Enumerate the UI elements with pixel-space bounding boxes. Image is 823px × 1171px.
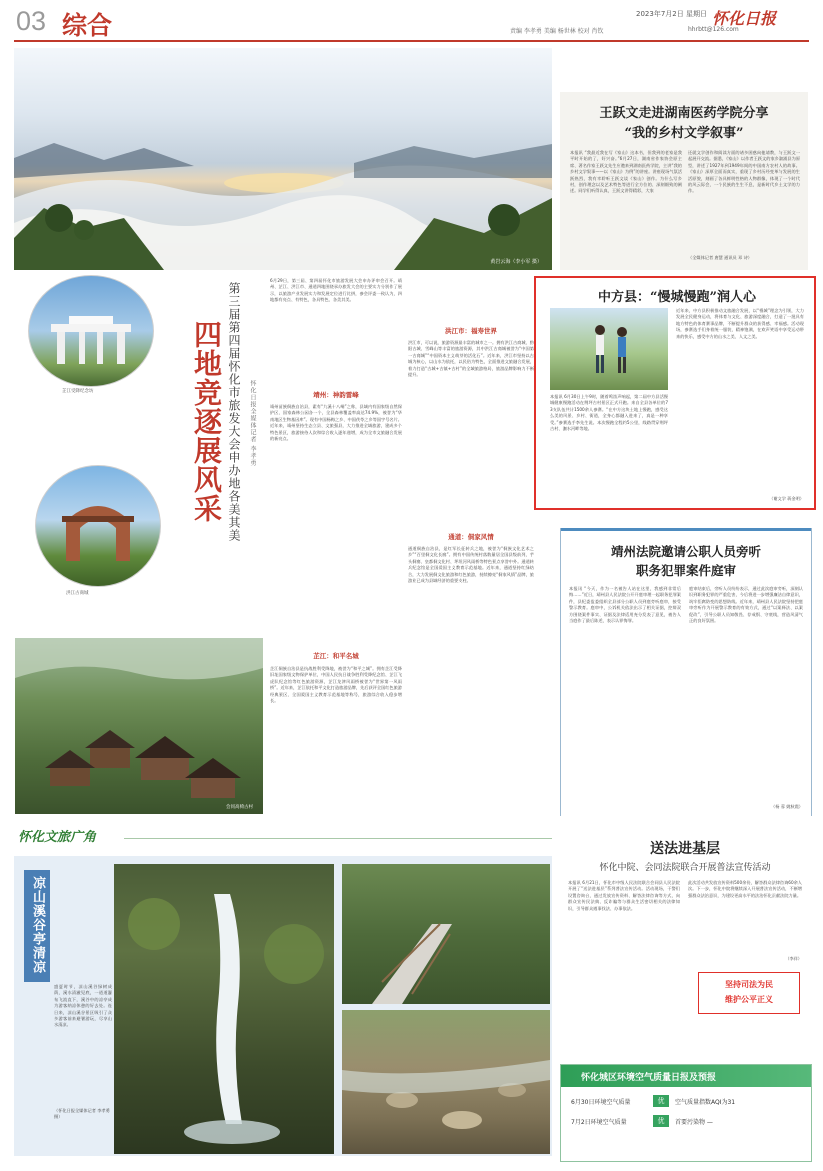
date-line: 2023年7月2日 星期日 [636,10,707,18]
photo-hongjiang [35,465,161,587]
article-subtitle: 怀化中院、会同法院联合开展普法宣传活动 [599,863,771,873]
court-top-rule [561,528,811,531]
stream-photo [342,1010,550,1154]
section-body-jingzhou: 靖州苗族侗族自治县，素有“九溪十八峒”之称，县域内有国家级自然保护区、国家森林公园各一个，全县森林覆盖率高达74.9%，被誉为“华南地区生物基因库”。现有中国杨梅之乡、中国茯苓之乡等国字号名片。近年来，靖州坚持生态立县、文旅强县，大力推进全域旅游，建成多个特色景区，旅游接待人次和综合收入逐年递增，成为全市文旅融合发展的新亮点。 [270,404,402,442]
article-byline: （杨 蓉 姚秋霞） [771,804,803,809]
feature-subheadline: 第三届第四届怀化市旅发大会申办地各美其美 [227,282,241,542]
header-rule [14,40,809,42]
masthead-logo: 怀化日报 [712,9,777,28]
article-title-line2: 职务犯罪案件庭审 [635,563,736,578]
feature-byline: 怀化日报全媒体记者 李孝勇 [249,380,256,467]
article-title: 王跃文走进湖南医药学院分享 [599,106,769,121]
article-title: 靖州法院邀请公职人员旁听 [610,544,761,559]
article-body-col1: 本报讯 “今天，作为一名被告人站在这里，我感到非常后悔……”近日，靖州县人民法院公开开庭审理一起职务犯罪案件，县纪委监委组织全县部分公职人员到庭旁听庭审，接受警示教育。庭审中，公诉机关依法出示了相关证据，控辩双方围绕案件事实、证据及法律适用充分发表了意见，被告人当庭作了最后陈述，表示认罪悔罪。 [569,586,681,624]
article-title: 中方县：“慢城慢跑”润人心 [598,290,756,305]
section-body-zhijiang: 芷江侗族自治县是抗战胜利受降地，被誉为“和平之城”。拥有芷江受降旧址国家级文物保护单位，中国人民抗日战争胜利受降纪念馆、芷江飞虎队纪念馆等红色旅游资源，芷江龙津风雨桥被誉为“世界第一风雨桥”。近年来，芷江依托和平文化打造旅游品牌，先后获评全国红色旅游经典景区、全国爱国主义教育示范基地等称号，旅游综合收入稳步增长。 [270,666,402,704]
air-quality-title: 怀化城区环境空气质量日报及预报 [581,1073,717,1083]
feature-intro: 6月29日，第三届、第四届怀化市旅游发展大会申办评审会召开。靖州、芷江、洪江市、通道四地围绕承办旅发大会的主要实力分别作了展示，以旅游产业发展实力和发展定位进行比拼，参会评委一致认为，四地都有亮点、有特色，各具特色、各美其美。 [270,278,402,303]
feature-headline: 四地竞逐展风采 [190,320,223,523]
runners-photo [550,308,668,390]
aq-row2-extra: 首要污染物 — [675,1119,713,1126]
section-heading-tongdao: 通道：侗家风情 [448,533,494,541]
photo-zhijiang-caption: 芷江受降纪念坊 [62,389,94,394]
memorial-arch-graphic [29,276,153,386]
air-quality-banner [561,1065,811,1087]
stream-graphic [342,1010,550,1154]
article-title-line2: “我的乡村文学叙事” [624,126,744,141]
photo-caption: 黄岩云海（李小军 摄） [490,259,542,265]
aq-row2-badge: 优 [653,1115,669,1127]
article-byline: （李祥） [785,956,802,961]
page-number: 03 [16,6,47,36]
waterfall-graphic [114,864,334,1154]
wenlv-caption-credit: （怀化日报全媒体记者 李孝勇 摄） [54,1108,110,1119]
article-body-col2: 此次活动共发放宣传资料500余份，解答群众法律咨询60余人次。下一步，怀化中院将继续深入开展普法宣传活动，不断增强群众法治意识，为建设更高水平的法治怀化贡献法院力量。 [688,880,802,898]
article-body-col2: 近年来，中方县积极推动文旅融合发展，以“慢城”理念为引领，大力发展全民健身运动，将体育与文化、旅游深度融合，打造了一批具有地方特色的体育赛事品牌，不断提升群众的获得感、幸福感。活动现场，参赛选手们身着统一服装，精神饱满，在欢声笑语中享受运动带来的快乐，感受中方的山水之美、人文之美。 [676,308,804,339]
article-zhongfang[interactable] [534,276,816,510]
article-body-col1: 本报讯 “我最近我在写《家山》这本书，但我到的老家是我平时开始的了，好兴奋。”6月27日，湖南省作家协会原主席、著名作家王跃文先生应邀来到湖南医药学院，主讲“我的乡村文学叙事——以《家山》为例”的讲座。讲座现场气氛活跃热烈，我有幸聆听王跃文谈《家山》创作。为什么写乡村，创作理念以及艺术特色等进行全方位的、深刻细致的阐述。同学们听得认真，王跃文讲得精彩，大家 [570,150,682,194]
aq-row1 [571,1095,801,1109]
editor-email: hhrbtt@126.com [688,26,739,33]
aq-row1-extra: 空气质量指数AQI为31 [675,1099,736,1106]
section-heading-hongjiang: 洪江市：福寿世界 [445,327,497,335]
bridge-graphic [342,864,550,1004]
article-law [560,832,810,1056]
page-header [0,0,823,44]
gate-graphic [36,466,160,586]
article-byline: （全媒体记者 唐慧 通讯员 邓 诗） [688,255,752,260]
cloud-sea-photo [14,48,552,270]
article-body-col2: 还就文学创作和阅读方面的诸多困惑向他请教，与王跃文一起展开交流。据悉，《家山》以作者王跃文的家乡溆浦县为原型，讲述了1927年到1949年间的中国南方农村人的故事。《家山》深厚全面而真实，重现了乡村历经变革与发展的生活原貌，刻画了各具鲜明性格的人物群像，体现了一个时代的风云际会，一个民族的生生不息，是新时代乡土文学的力作。 [688,150,800,194]
waterfall-photo [114,864,334,1154]
photo-zhijiang [28,275,154,387]
article-body-col1: 本报讯 6月21日，怀化市中级人民法院联合会同县人民法院开展了“送法进基层”系列普法宣传活动。活动现场，干警们设置咨询台，通过发放宣传资料、解答法律咨询等方式，向群众宣传民法典、反诈骗等与群众生活密切相关的法律知识，引导群众遇事找法、办事依法。 [568,880,680,911]
wenlv-panel [14,856,552,1156]
editor-line: 责编 李孝勇 美编 杨世林 校对 肖钦 [510,28,604,35]
section-body-tongdao: 通道侗族自治县，是红军长征转兵之地，被誉为“侗族文化艺术之乡”“百里侗文化长廊”。拥有中国传统村落数量居全国县级前列，芋头侗寨、皇都侗文化村、坪坦河风雨桥等特色景点享誉中外。通道转兵纪念馆是全国爱国主义教育示范基地。近年来，通道坚持红绿结合，大力发展侗文化旅游和红色旅游，持续擦亮“侗家风情”品牌，旅游业已成为县域经济的重要支柱。 [408,546,534,584]
section-body-hongjiang: 洪江市，可以说，旅游资源最丰富的城市之一。拥有洪江古商城、黔阳古城、雪峰山等丰富的旅游资源，其中洪江古商城被誉为“中国第一古商城”“中国资本主义萌芽的活化石”。近年来，洪江市坚持以古城为核心，以山水为依托，以民俗为特色，全面推进文旅融合发展，着力打造“古城+古镇+古村”的全域旅游格局，旅游品牌影响力不断提升。 [408,340,534,378]
article-body-col1: 本报讯 6月30日上午9时，随着鸣笛声响起，第二届中方县活慢城健康慢跑活动在荆坪古村景区正式开跑。来自全县各单位的73支队伍共计1500余人参赛。“在中方这块土地上慢跑，感受这么美的风景、乡村、街道，全身心都融入进来了，真是一种享受。”参赛选手李先生说。本次慢跑全程约5公里，线路贯穿荆坪古村、潕水河畔等地。 [550,394,668,432]
article-title: 送法进基层 [650,841,720,857]
article-wang [560,92,808,270]
aq-row1-badge: 优 [653,1095,669,1107]
wenlv-caption: 盛夏时节，凉山溪谷绿树成荫，溪水清澈见底，一道道瀑布飞流直下，溪谷中的凉亭成为游客纳凉休憩的好去处。连日来，凉山溪谷景区吸引了众多游客前来避暑游玩，尽享山水清凉。 [54,984,112,1028]
wenlv-banner [14,822,552,850]
stamp-line2: 维护公平正义 [725,995,773,1004]
photo-gaoyi-village [15,638,263,814]
wenlv-banner-text: 怀化文旅广角 [18,830,97,845]
section-heading-zhijiang: 芷江：和平名城 [313,652,359,660]
article-byline: （谢文学 蒋金明） [769,496,804,501]
article-body-col2: 庭审结束后，旁听人员纷纷表示，通过此次庭审旁听，深刻认识到职务犯罪的严重危害，今后将进一步增强廉洁自律意识，筑牢拒腐防变的思想防线。近年来，靖州县人民法院坚持把庭审旁听作为开展警示教育的有效方式，通过“以案释法、以案促改”，引导公职人员知敬畏、存戒惧、守底线，营造风清气正的良好氛围。 [689,586,803,624]
pavilion-photo [342,864,550,1004]
village-graphic [15,638,263,814]
aq-row2 [571,1115,801,1129]
stamp-line1: 坚持司法为民 [725,980,773,989]
justice-stamp [698,972,800,1014]
photo-gaoyi-caption: 会同高椅古村 [226,805,253,810]
aq-row2-label: 7月2日环境空气质量 [571,1119,627,1126]
aq-row1-label: 6月30日环境空气质量 [571,1099,631,1106]
wenlv-vertical-title-box [24,870,50,982]
section-title: 综合 [62,11,113,40]
wenlv-banner-rule [124,838,552,839]
article-court [560,528,812,816]
wenlv-vertical-title: 凉山溪谷亭清凉 [30,876,45,974]
runners-graphic [550,308,668,390]
section-heading-jingzhou: 靖州：神韵雷峰 [313,391,359,399]
photo-hongjiang-caption: 洪江古商城 [66,591,89,596]
air-quality-box [560,1064,812,1162]
landscape-graphic [14,48,552,270]
